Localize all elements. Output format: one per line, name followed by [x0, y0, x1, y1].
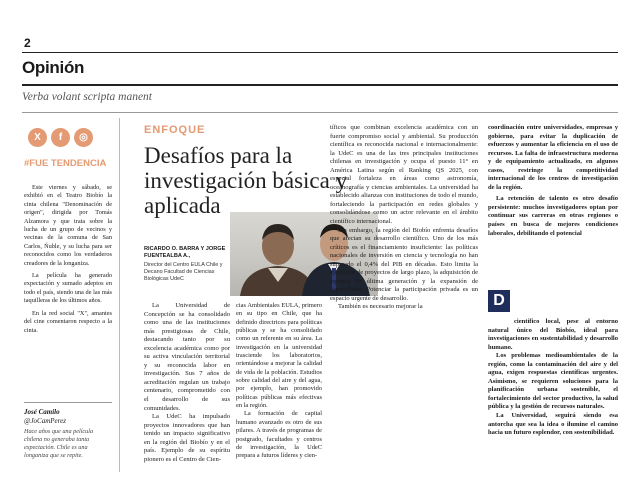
page-number: 2 [24, 36, 31, 50]
article-paragraph: La formación de capital humano avanzado es otro de sus pilares. A través de programas de postgrado, facultades y centros de investigación, la UdeC prepara a futuros líderes y cien- [236, 410, 322, 460]
sidebar-paragraph: En la red social "X", amantes del cine comentaron respecto a la cinta. [24, 309, 112, 334]
article-paragraph: tíficos que combinan excelencia académica con un fuerte compromiso social y ambiental. Su producción científica es reconocida nacional e internacionalmente: la UdeC es una de las tres principales instituciones chilenas en investigación y ocupa el puesto 11° en América Latina según el Ranking QS 2025, con especial fortaleza en áreas como astronomía, oceanografía y ciencias ambientales. La universidad ha establecido alianzas con instituciones de todo el mundo, fortaleciendo la participación en redes globales y consolidándose como un actor relevante en el ámbito científico internacional. [330, 124, 478, 226]
article-authors: RICARDO O. BARRA Y JORGE FUENTEALBA A., [144, 246, 226, 259]
article-paragraph: Los problemas medioambientales de la región, como la contaminación del aire y del agua, exigen respuestas científicas urgentes. Asimismo, se requieren soluciones para la planificación urbana sostenible, el fortalecimiento del sector productivo, la salud pública y la gestión de recursos naturales. [488, 352, 618, 411]
instagram-icon[interactable]: ◎ [74, 128, 93, 147]
article-paragraph: coordinación entre universidades, empresas y gobierno, para evitar la duplicación de esfuerzos y aumentar la eficiencia en el uso de recursos. La falta de infraestructura moderna y de equipamiento actualizado, en algunos casos, restringe la competitividad internacional de los centros de investigación de la región. [488, 124, 618, 191]
social-icons [28, 128, 93, 147]
x-icon[interactable]: X [28, 128, 47, 147]
article-paragraph: Sin embargo, la región del Biobío enfrenta desafíos que afectan su desarrollo científico. Uno de los más críticos es el financiamiento insuficiente: las políticas nacionales de inversión en ciencia y tecnología no han superado el 0,4% del PIB en décadas. Esto limita la ejecución de proyectos de largo plazo, la adquisición de equipos de última generación y la expansión de capacidades. Potenciar la participación privada es un espacio urgente de desarrollo. [330, 226, 478, 302]
article-paragraph: científico local, pese al entorno natural único del Biobío, ideal para investigaciones en sustentabilidad y desarrollo humano. [488, 318, 618, 351]
article-column-2 [236, 302, 322, 461]
article-column-3 [330, 124, 478, 312]
sidebar-rule [24, 402, 112, 403]
sidebar-paragraph: Este viernes y sábado, se exhibió en el Teatro Biobío la cinta chilena "Denominación de origen", dirigida por Tomás Alzamora y que trata sobre la lucha de un grupo de vecinos y vecinas de la comuna de San Carlos, Ñuble, y su lucha para ser reconocidos como los verdaderos creadores de la longaniza. [24, 184, 112, 267]
article-column-1 [144, 302, 230, 464]
header-bottom-rule [22, 112, 618, 113]
top-rule [22, 52, 618, 53]
article-paragraph: cias Ambientales EULA, primero en su tipo en Chile, que ha definido directrices para políticas públicas y se ha consolidado como un referente en su área. La investigación en la universidad trasciende los laboratorios, orientándose a mejorar la calidad de vida de la población. Estudios sobre calidad del aire y del agua, por ejemplo, han promovido políticas públicas más efectivas en la región. [236, 302, 322, 410]
article-column-4 [488, 124, 618, 238]
trending-hashtag: #FUE TENDENCIA [24, 158, 107, 169]
section-rule [22, 84, 618, 86]
article-paragraph: También es necesario mejorar la [338, 303, 423, 311]
signature-handle: @JoCamPerez [24, 417, 66, 425]
column-divider [119, 118, 120, 472]
article-kicker: ENFOQUE [144, 124, 206, 136]
article-column-4-bottom [488, 318, 618, 438]
dropcap-badge: D [488, 290, 510, 312]
article-paragraph: La retención de talento es otro desafío persistente: muchos investigadores optan por continuar sus carreras en otras regiones o países en busca de mejores condiciones laborales, debilitando el potencial [488, 195, 618, 237]
sidebar-body [24, 184, 112, 339]
article-headline: Desafíos para la investigación básica y aplicada [144, 143, 348, 218]
article-author-role: Director del Centro EULA Chile y Decano Facultad de Ciencias Biológicas UdeC [144, 262, 223, 282]
signature-quote: Hace años que una película chilena no generaba tanta expectación. Chile es una longaniza que se repite. [24, 428, 94, 459]
signature-name: José Camilo [24, 408, 60, 416]
sidebar-paragraph: La película ha generado expectación y sumado adeptos en todo el país, siendo una de las más taquilleras de los últimos años. [24, 272, 112, 305]
article-paragraph: La UdeC ha impulsado proyectos innovadores que han tenido un impacto significativo en la región del Biobío y en el país. Ejemplo de su espíritu pionero es el Centro de Cien- [144, 413, 230, 463]
article-paragraph: La Universidad, seguirá siendo esa antorcha que sea la idea o ilumine el camino hacia un futuro esplendor, con sostenibilidad. [488, 412, 618, 437]
article-paragraph: La Universidad de Concepción se ha consolidado como una de las instituciones más prestigiosas de Chile, destacando tanto por su excelencia académica como por su activa vinculación territorial y su reconocida labor en investigación. Sus 7 años de acreditación regulan un trabajo centenario, comprometido con el desarrollo de sus comunidades. [144, 302, 230, 412]
facebook-icon[interactable]: f [51, 128, 70, 147]
section-title: Opinión [22, 58, 85, 77]
section-tagline: Verba volant scripta manent [22, 91, 152, 103]
